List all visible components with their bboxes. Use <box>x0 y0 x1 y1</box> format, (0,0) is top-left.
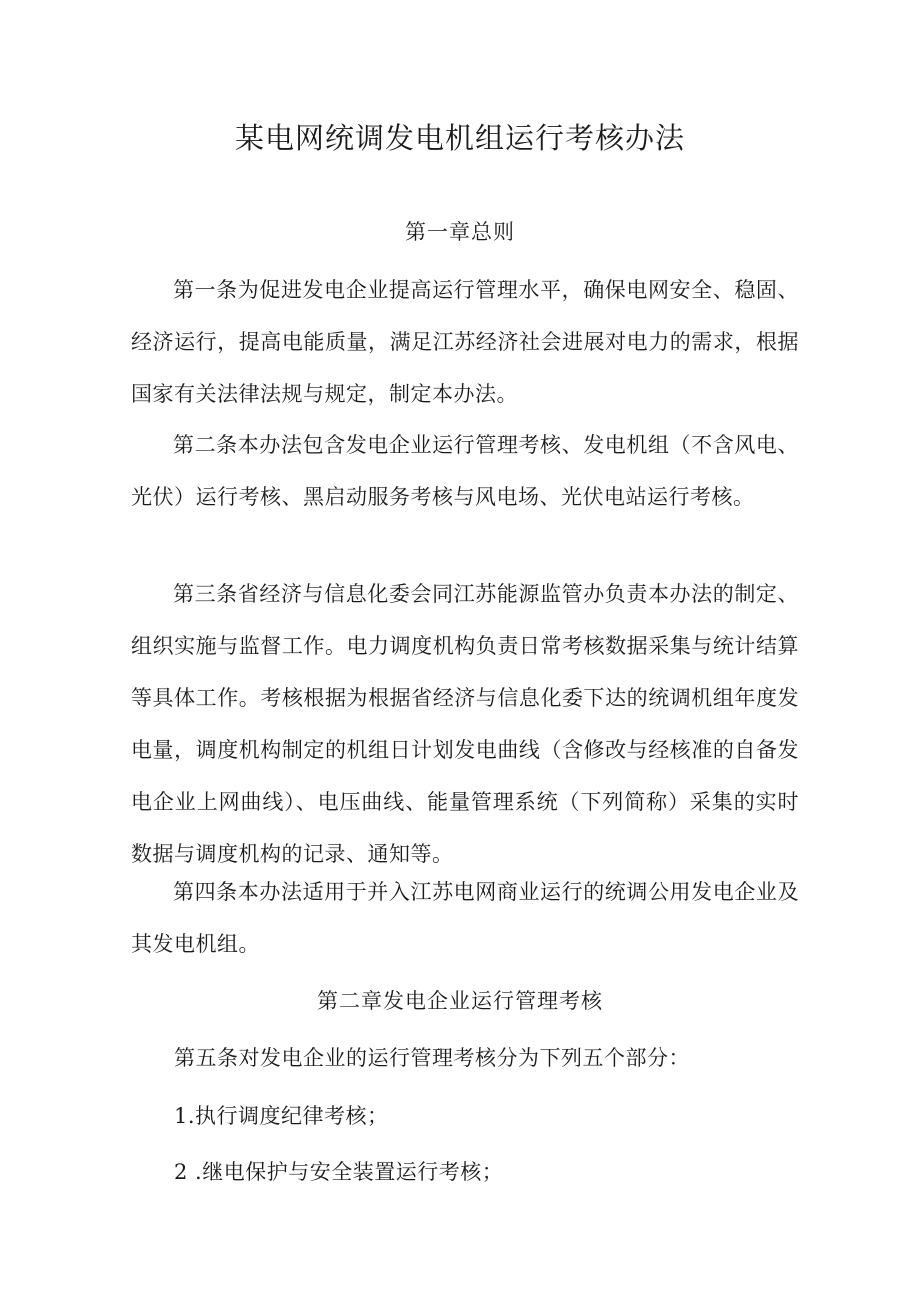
article-1: 第一条为促进发电企业提高运行管理水平，确保电网安全、稳固、经济运行，提高电能质量，满足江苏经济社会进展对电力的需求，根据国家有关法律法规与规定，制定本办法。 <box>131 278 799 406</box>
article-3: 第三条省经济与信息化委会同江苏能源监管办负责本办法的制定、组织实施与监督工作。电力调度机构负责日常考核数据采集与统计结算等具体工作。考核根据为根据省经济与信息化委下达的统调机组年度发电量，调度机构制定的机组日计划发电曲线（含修改与经核准的自备发电企业上网曲线）、电压曲线、能量管理系统（下列简称）采集的实时数据与调度机构的记录、通知等。 <box>131 582 799 866</box>
article-5: 第五条对发电企业的运行管理考核分为下列五个部分： <box>174 1046 690 1070</box>
article-4: 第四条本办法适用于并入江苏电网商业运行的统调公用发电企业及其发电机组。 <box>131 880 799 956</box>
chapter-1-heading: 第一章总则 <box>405 220 515 244</box>
list-item: 2 .继电保护与安全装置运行考核； <box>174 1160 504 1184</box>
document-title: 某电网统调发电机组运行考核办法 <box>234 121 685 155</box>
list-item: 1.执行调度纪律考核； <box>174 1104 389 1128</box>
article-2: 第二条本办法包含发电企业运行管理考核、发电机组（不含风电、光伏）运行考核、黑启动服务考核与风电场、光伏电站运行考核。 <box>131 433 799 509</box>
chapter-2-heading: 第二章发电企业运行管理考核 <box>317 989 603 1013</box>
